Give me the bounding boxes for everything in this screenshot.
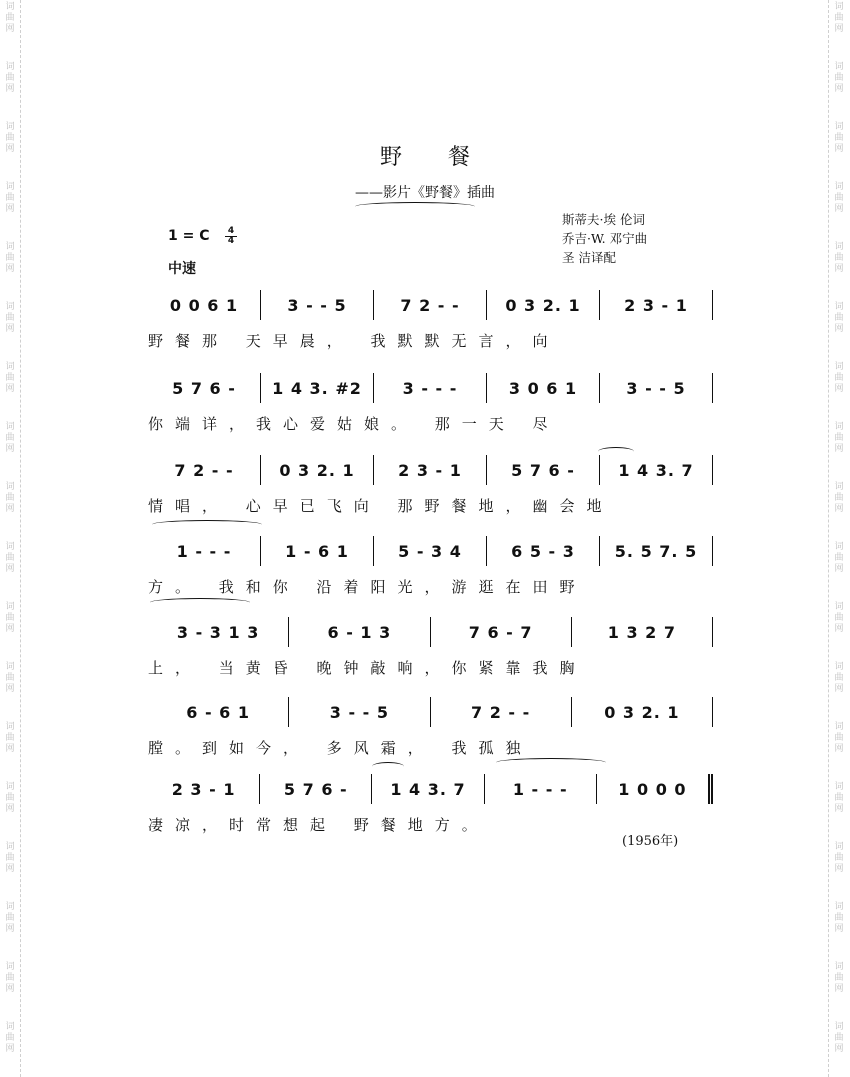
measure: 7 2 - - [148, 455, 261, 485]
watermark-left: 词 曲 网 [5, 662, 15, 694]
lyric-line: 情唱， 心早已飞向 那野餐地，幽会地 [148, 497, 614, 515]
measure: 3 0 6 1 [487, 373, 600, 403]
measure: 0 3 2. 1 [487, 290, 600, 320]
watermark-right: 词 曲 网 [834, 1022, 844, 1054]
lyric-line: 凄凉，时常想起 野餐地方。 [148, 816, 489, 834]
measure: 0 0 6 1 [148, 290, 261, 320]
measure: 5 7 6 - [148, 373, 261, 403]
notes-line [148, 697, 713, 727]
watermark-right: 词 曲 网 [834, 122, 844, 154]
measure: 0 3 2. 1 [261, 455, 374, 485]
slur-arc [598, 447, 634, 456]
notes-line [148, 774, 713, 804]
lyric-line: 方。 我和你 沿着阳光，游逛在田野 [148, 578, 587, 596]
song-subtitle: ——影片《野餐》插曲 [355, 185, 495, 201]
watermark-left: 词 曲 网 [5, 782, 15, 814]
watermark-left: 词 曲 网 [5, 842, 15, 874]
measure: 7 6 - 7 [431, 617, 572, 647]
watermark-left: 词 曲 网 [5, 122, 15, 154]
watermark-left: 词 曲 网 [5, 182, 15, 214]
song-title: 野餐 [379, 145, 516, 170]
watermark-right: 词 曲 网 [834, 962, 844, 994]
watermark-right: 词 曲 网 [834, 62, 844, 94]
watermark-left: 词 曲 网 [5, 902, 15, 934]
watermark-right: 词 曲 网 [834, 182, 844, 214]
watermark-right: 词 曲 网 [834, 362, 844, 394]
measure: 3 - - 5 [261, 290, 374, 320]
measure: 7 2 - - [374, 290, 487, 320]
lyric-line: 上， 当黄昏 晚钟敲响，你紧靠我胸 [148, 659, 587, 677]
measure: 5 7 6 - [487, 455, 600, 485]
watermark-right: 词 曲 网 [834, 302, 844, 334]
measure: 1 4 3. #2 [261, 373, 374, 403]
slur-arc [355, 202, 475, 211]
time-signature-bottom: 4 [225, 236, 237, 246]
lyric-line: 你端详，我心爱姑娘。 那一天 尽 [148, 415, 560, 433]
slur-arc [372, 762, 404, 771]
watermark-left: 词 曲 网 [5, 722, 15, 754]
measure: 5. 5 7. 5 [600, 536, 713, 566]
measure: 5 - 3 4 [374, 536, 487, 566]
measure: 3 - 3 1 3 [148, 617, 289, 647]
measure: 1 4 3. 7 [600, 455, 713, 485]
time-signature-top: 4 [227, 226, 235, 236]
measure: 3 - - 5 [289, 697, 430, 727]
watermark-right: 词 曲 网 [834, 422, 844, 454]
measure: 6 - 1 3 [289, 617, 430, 647]
measure: 1 - - - [485, 774, 597, 804]
notes-line [148, 373, 713, 403]
credit-lyricist: 斯蒂夫·埃 伦词 [562, 212, 645, 227]
watermark-left: 词 曲 网 [5, 422, 15, 454]
composition-year: (1956年) [622, 834, 679, 849]
watermark-left: 词 曲 网 [5, 62, 15, 94]
watermark-left: 词 曲 网 [5, 1022, 15, 1054]
watermark-left: 词 曲 网 [5, 242, 15, 274]
measure: 3 - - 5 [600, 373, 713, 403]
watermark-left: 词 曲 网 [5, 2, 15, 34]
watermark-right: 词 曲 网 [834, 2, 844, 34]
measure: 5 7 6 - [260, 774, 372, 804]
measure: 1 0 0 0 [597, 774, 713, 804]
slur-arc [152, 520, 262, 529]
watermark-right: 词 曲 网 [834, 602, 844, 634]
measure: 1 3 2 7 [572, 617, 713, 647]
measure: 2 3 - 1 [374, 455, 487, 485]
measure: 1 4 3. 7 [372, 774, 484, 804]
notes-line [148, 536, 713, 566]
watermark-right: 词 曲 网 [834, 662, 844, 694]
measure: 2 3 - 1 [600, 290, 713, 320]
watermark-right: 词 曲 网 [834, 542, 844, 574]
measure: 6 5 - 3 [487, 536, 600, 566]
watermark-right: 词 曲 网 [834, 782, 844, 814]
watermark-left: 词 曲 网 [5, 302, 15, 334]
notes-line [148, 455, 713, 485]
key-signature: 1 = C [168, 228, 210, 244]
watermark-left: 词 曲 网 [5, 602, 15, 634]
notes-line [148, 617, 713, 647]
lyric-line: 野餐那 天早晨， 我默默无言，向 [148, 332, 560, 350]
watermark-right: 词 曲 网 [834, 902, 844, 934]
lyric-line: 膛。到如今， 多风霜， 我孤独 [148, 739, 533, 757]
watermark-right: 词 曲 网 [834, 722, 844, 754]
credit-composer: 乔吉·W. 邓宁曲 [562, 231, 648, 246]
measure: 0 3 2. 1 [572, 697, 713, 727]
slur-arc [496, 758, 606, 767]
credit-translator: 圣 洁译配 [562, 250, 616, 265]
watermark-left: 词 曲 网 [5, 482, 15, 514]
time-signature [225, 227, 237, 246]
credits-block [562, 210, 702, 267]
measure: 1 - 6 1 [261, 536, 374, 566]
measure: 6 - 6 1 [148, 697, 289, 727]
measure: 2 3 - 1 [148, 774, 260, 804]
watermark-right: 词 曲 网 [834, 842, 844, 874]
slur-arc [150, 598, 250, 607]
watermark-right: 词 曲 网 [834, 242, 844, 274]
tempo-marking: 中速 [168, 261, 196, 277]
watermark-left: 词 曲 网 [5, 362, 15, 394]
watermark-right: 词 曲 网 [834, 482, 844, 514]
watermark-left: 词 曲 网 [5, 962, 15, 994]
measure: 3 - - - [374, 373, 487, 403]
notes-line [148, 290, 713, 320]
watermark-left: 词 曲 网 [5, 542, 15, 574]
measure: 1 - - - [148, 536, 261, 566]
measure: 7 2 - - [431, 697, 572, 727]
